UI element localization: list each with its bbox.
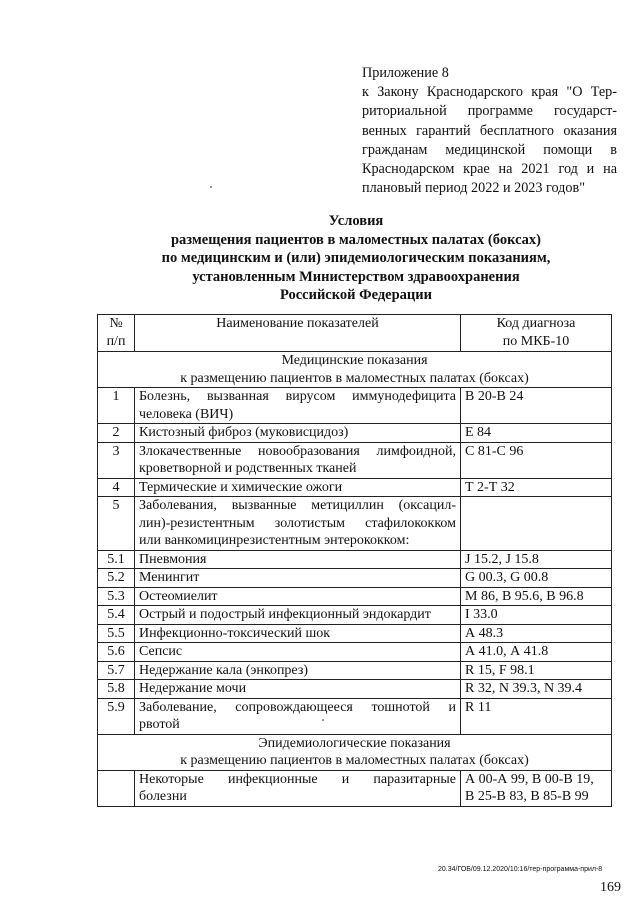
row-indicator-line: Болезнь, вызванная вирусом иммунодефицита <box>139 389 456 404</box>
row-diagnosis-code <box>461 442 612 478</box>
row-diagnosis-code <box>461 698 612 734</box>
row-diagnosis-code <box>461 388 612 424</box>
row-diagnosis-code <box>461 624 612 643</box>
conditions-table <box>97 314 612 807</box>
row-indicator <box>135 442 461 478</box>
section-header-cell <box>98 734 612 770</box>
appendix-line: Краснодарском крае на 2021 год и на <box>362 161 617 178</box>
appendix-line: плановый период 2022 и 2023 годов" <box>362 180 585 197</box>
section-header-cell <box>98 352 612 388</box>
row-indicator <box>135 569 461 588</box>
table-row <box>98 698 612 734</box>
header-code-line: по МКБ-10 <box>502 333 570 349</box>
footer-document-code: 20.34/ГОБ/09.12.2020/10:16/тер-программа-прил-8 <box>438 866 603 873</box>
row-diagnosis-code <box>461 606 612 625</box>
row-number: 4 <box>98 478 135 497</box>
table-header-row <box>98 315 612 352</box>
row-indicator-line: кроветворной и родственных тканей <box>139 461 357 476</box>
table-row <box>98 478 612 497</box>
row-indicator <box>135 643 461 662</box>
row-diagnosis-code <box>461 587 612 606</box>
row-number: 5.4 <box>98 606 135 625</box>
table-row <box>98 587 612 606</box>
row-indicator-line: Менингит <box>139 570 200 585</box>
row-indicator-line: Заболевания, вызванные метициллин (оксацил- <box>139 498 456 513</box>
appendix-line: Приложение 8 <box>362 65 449 81</box>
appendix-line: риториальной программе государст- <box>362 103 617 120</box>
appendix-block <box>362 64 617 198</box>
row-code-line: А 48.3 <box>465 625 504 641</box>
row-diagnosis-code <box>461 643 612 662</box>
header-number-line: № <box>109 316 123 331</box>
row-code-line: R 15, F 98.1 <box>465 662 535 678</box>
table-row <box>98 569 612 588</box>
row-number: 5.8 <box>98 680 135 699</box>
row-number: 5.3 <box>98 587 135 606</box>
row-indicator-line: Кистозный фиброз (муковисцидоз) <box>139 425 349 440</box>
row-diagnosis-code <box>461 661 612 680</box>
title-line: установленным Министерством здравоохранения <box>192 268 520 285</box>
row-indicator <box>135 606 461 625</box>
table-row <box>98 624 612 643</box>
row-indicator-line: Острый и подострый инфекционный эндокардит <box>139 607 431 622</box>
row-indicator-line: Остеомиелит <box>139 588 218 604</box>
row-number <box>98 770 135 806</box>
row-indicator <box>135 478 461 497</box>
title-line: по медицинским и (или) эпидемиологическим показаниям, <box>161 250 551 266</box>
table-row <box>98 680 612 699</box>
row-indicator <box>135 661 461 680</box>
row-diagnosis-code <box>461 680 612 699</box>
row-diagnosis-code <box>461 478 612 497</box>
row-indicator-line: Сепсис <box>139 644 183 659</box>
row-indicator <box>135 698 461 734</box>
row-diagnosis-code <box>461 569 612 588</box>
row-number: 5.7 <box>98 661 135 680</box>
row-diagnosis-code <box>461 770 612 806</box>
row-indicator <box>135 497 461 551</box>
row-number: 5.9 <box>98 698 135 734</box>
title-line: Условия <box>328 213 384 229</box>
row-indicator <box>135 770 461 806</box>
row-indicator-line: Пневмония <box>139 551 207 567</box>
header-number <box>98 315 135 352</box>
row-code-line: R 32, N 39.3, N 39.4 <box>465 681 583 696</box>
row-number: 5 <box>98 497 135 551</box>
row-diagnosis-code <box>461 424 612 443</box>
row-number: 1 <box>98 388 135 424</box>
row-code-line: М 86, В 95.6, В 96.8 <box>465 588 584 604</box>
header-number-line: п/п <box>106 333 126 349</box>
appendix-line: к Закону Краснодарского края "О Тер- <box>362 84 617 101</box>
scan-speck <box>210 186 212 188</box>
header-code-line: Код диагноза <box>496 316 576 331</box>
table-row <box>98 661 612 680</box>
row-indicator-line: Недержание кала (энкопрез) <box>139 662 309 678</box>
header-indicator: Наименование показателей <box>135 315 461 352</box>
row-indicator-line: человека (ВИЧ) <box>139 406 234 422</box>
row-code-line: J 15.2, J 15.8 <box>465 551 539 567</box>
document-title <box>100 212 612 305</box>
row-code-line: А 00-А 99, В 00-В 19, <box>465 771 594 787</box>
row-indicator-line: Некоторые инфекционные и паразитарные <box>139 771 456 787</box>
page-number: 169 <box>600 880 621 895</box>
section-header-line: Медицинские показания <box>281 353 428 368</box>
section-header-line: к размещению пациентов в маломестных палатах (боксах) <box>180 370 529 386</box>
section-header-row <box>98 734 612 770</box>
row-indicator-line: Термические и химические ожоги <box>139 479 343 495</box>
row-indicator-line: Недержание мочи <box>139 681 247 696</box>
row-indicator-line: рвотой <box>139 717 180 732</box>
row-code-line: Т 2-Т 32 <box>465 479 515 495</box>
row-indicator-line: лин)-резистентным золотистым стафилококком <box>139 515 456 531</box>
row-indicator <box>135 587 461 606</box>
row-number: 3 <box>98 442 135 478</box>
row-diagnosis-code <box>461 497 612 551</box>
header-diagnosis-code <box>461 315 612 352</box>
row-indicator-line: или ванкомицинрезистентным энтерококком: <box>139 533 410 548</box>
row-code-line: Е 84 <box>465 425 492 440</box>
row-indicator-line: Заболевание, сопровождающееся тошнотой и <box>139 699 456 715</box>
row-code-line: В 25-В 83, В 85-В 99 <box>465 789 589 804</box>
row-diagnosis-code <box>461 550 612 569</box>
row-number: 5.6 <box>98 643 135 662</box>
row-code-line: R 11 <box>465 699 492 715</box>
table-row <box>98 550 612 569</box>
table-row <box>98 497 612 551</box>
row-indicator <box>135 624 461 643</box>
table-row <box>98 606 612 625</box>
row-code-line: G 00.3, G 00.8 <box>465 570 549 585</box>
row-code-line: А 41.0, А 41.8 <box>465 644 549 659</box>
row-indicator <box>135 388 461 424</box>
row-indicator-line: Злокачественные новообразования лимфоидной, <box>139 443 456 459</box>
row-number: 5.2 <box>98 569 135 588</box>
row-number: 2 <box>98 424 135 443</box>
table-row <box>98 770 612 806</box>
table-row <box>98 388 612 424</box>
appendix-line: гражданам медицинской помощи в <box>362 141 617 158</box>
table-row <box>98 424 612 443</box>
table-row <box>98 643 612 662</box>
row-indicator <box>135 424 461 443</box>
title-line: размещения пациентов в маломестных палатах (боксах) <box>170 231 542 248</box>
row-code-line: I 33.0 <box>465 607 498 622</box>
title-line: Российской Федерации <box>279 287 432 303</box>
section-header-row <box>98 352 612 388</box>
row-indicator-line: Инфекционно-токсический шок <box>139 625 331 641</box>
row-indicator-line: болезни <box>139 789 187 804</box>
section-header-line: Эпидемиологические показания <box>258 735 451 751</box>
table-row <box>98 442 612 478</box>
appendix-line: венных гарантий бесплатного оказания <box>362 122 617 139</box>
row-indicator <box>135 550 461 569</box>
row-code-line: С 81-С 96 <box>465 443 524 459</box>
section-header-line: к размещению пациентов в маломестных палатах (боксах) <box>180 753 529 768</box>
row-number: 5.1 <box>98 550 135 569</box>
row-indicator <box>135 680 461 699</box>
row-code-line: В 20-В 24 <box>465 389 524 404</box>
row-number: 5.5 <box>98 624 135 643</box>
